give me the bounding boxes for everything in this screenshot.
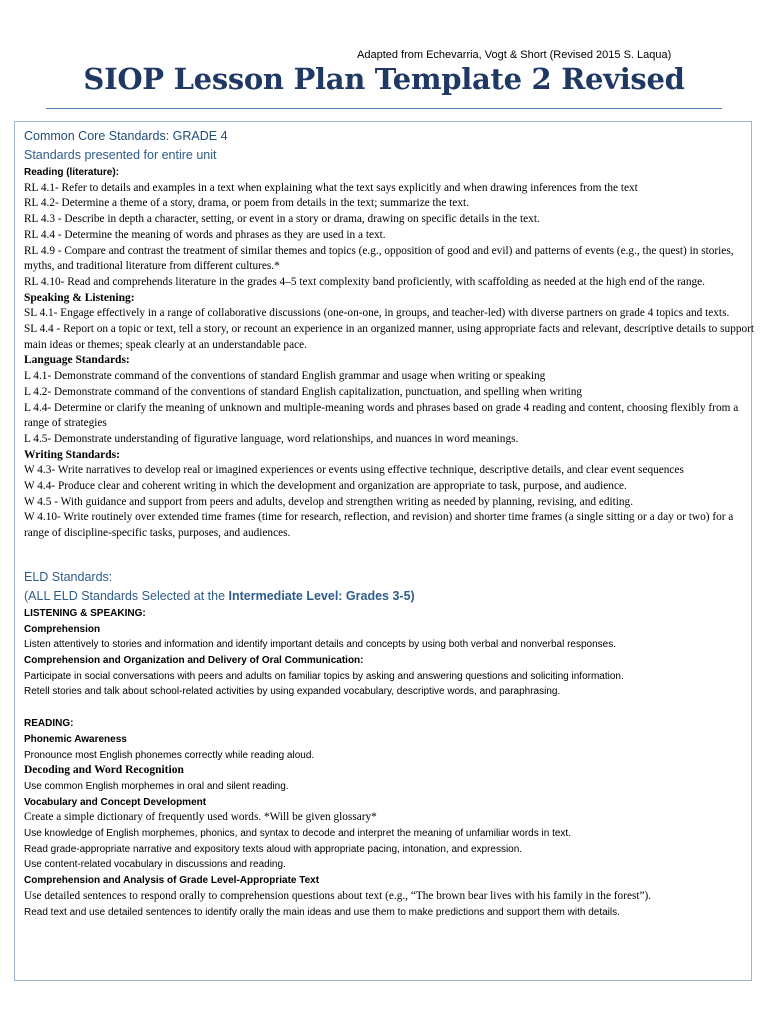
standard-line: L 4.1- Demonstrate command of the conventions of standard English grammar and usage when writing or speaking (24, 370, 546, 383)
comprehension-label: Comprehension (24, 623, 101, 635)
eld-line: Pronounce most English phonemes correctly while reading aloud. (24, 749, 315, 761)
standard-line: SL 4.1- Engage effectively in a range of collaborative discussions (one-on-one, in groups, and teacher-led) with diverse partners on grade 4 topics and texts. (24, 307, 730, 320)
vocab-label: Vocabulary and Concept Development (24, 796, 207, 808)
common-core-heading: Common Core Standards: GRADE 4 (24, 129, 228, 143)
eld-line: Use knowledge of English morphemes, phonics, and syntax to decode and interpret the meaning of unfamiliar words in text. (24, 828, 571, 840)
standard-line: W 4.3- Write narratives to develop real or imagined experiences or events using effective technique, descriptive details, and clear event sequences (24, 464, 684, 477)
eld-line: Create a simple dictionary of frequently used words. *Will be given glossary* (24, 811, 377, 824)
standard-line: W 4.4- Produce clear and coherent writing in which the development and organization are appropriate to task, purpose, and audience. (24, 480, 627, 493)
decoding-label: Decoding and Word Recognition (24, 764, 184, 777)
eld-line: Read grade-appropriate narrative and expository texts aloud with appropriate pacing, intonation, and expression. (24, 843, 523, 855)
eld-line: Use common English morphemes in oral and silent reading. (24, 780, 289, 792)
eld-subheading-level: Intermediate Level: Grades 3-5) (228, 588, 415, 603)
eld-line: Use detailed sentences to respond orally to comprehension questions about text (e.g., “The brown bear lives with his family in the forest”). (24, 889, 652, 902)
eld-line: Participate in social conversations with peers and adults on familiar topics by asking and answering questions and soliciting information. (24, 670, 624, 682)
reading-heading: READING: (24, 718, 74, 730)
standard-line: L 4.2- Demonstrate command of the conventions of standard English capitalization, punctuation, and spelling when writing (24, 385, 583, 398)
standard-line: RL 4.2- Determine a theme of a story, drama, or poem from details in the text; summarize the text. (24, 197, 469, 210)
standard-line: W 4.10- Write routinely over extended time frames (time for research, reflection, and revision) and shorter time frames (a single sitting or a day or two) for a range of discipline-specific tasks, purposes, and audiences. (24, 511, 734, 540)
section-spacer (24, 542, 756, 568)
eld-heading: ELD Standards: (24, 569, 113, 584)
title-divider (46, 108, 722, 109)
speaking-label: Speaking & Listening: (24, 291, 135, 304)
eld-line: Listen attentively to stories and information and identify important details and concepts by using both verbal and nonverbal responses. (24, 639, 617, 651)
eld-subheading (24, 587, 756, 606)
eld-line: Read text and use detailed sentences to identify orally the main ideas and use them to make predictions and support them with details. (24, 906, 620, 918)
language-label: Language Standards: (24, 354, 130, 367)
common-core-subheading: Standards presented for entire unit (24, 148, 217, 162)
standard-line: W 4.5 - With guidance and support from peers and adults, develop and strengthen writing as needed by planning, revising, and editing. (24, 495, 634, 508)
standard-line: L 4.5- Demonstrate understanding of figurative language, word relationships, and nuances in word meanings. (24, 432, 519, 445)
standards-content (24, 127, 756, 920)
source-credit: Adapted from Echevarria, Vogt & Short (Revised 2015 S. Laqua) (357, 49, 672, 61)
phonemic-label: Phonemic Awareness (24, 733, 127, 745)
comp-org-label: Comprehension and Organization and Delivery of Oral Communication: (24, 654, 364, 666)
standard-line: L 4.4- Determine or clarify the meaning of unknown and multiple-meaning words and phrases based on grade 4 reading and content, choosing flexibly from a range of strategies (24, 401, 739, 430)
analysis-label: Comprehension and Analysis of Grade Level-Appropriate Text (24, 875, 320, 887)
writing-label: Writing Standards: (24, 448, 120, 461)
eld-subheading-prefix: (ALL ELD Standards Selected at the (24, 588, 229, 603)
eld-line: Retell stories and talk about school-related activities by using expanded vocabulary, descriptive words, and paraphrasing. (24, 686, 561, 698)
standard-line: RL 4.3 - Describe in depth a character, setting, or event in a story or drama, drawing on specific details in the text. (24, 213, 540, 226)
eld-line: Use content-related vocabulary in discussions and reading. (24, 859, 286, 871)
reading-label: Reading (literature): (24, 167, 120, 178)
standard-line: SL 4.4 - Report on a topic or text, tell a story, or recount an experience in an organized manner, using appropriate facts and relevant, descriptive details to support main ideas or themes; speak clearly at an understandable pace. (24, 323, 755, 351)
standard-line: RL 4.4 - Determine the meaning of words and phrases as they are used in a text. (24, 228, 386, 241)
section-spacer (24, 700, 756, 716)
standard-line: RL 4.10- Read and comprehends literature in the grades 4–5 text complexity band proficiently, with scaffolding as needed at the high end of the range. (24, 275, 705, 288)
standard-line: RL 4.1- Refer to details and examples in a text when explaining what the text says explicitly and when drawing inferences from the text (24, 181, 638, 194)
listening-speaking-label: LISTENING & SPEAKING: (24, 607, 146, 619)
standard-line: RL 4.9 - Compare and contrast the treatment of similar themes and topics (e.g., opposition of good and evil) and patterns of events (e.g., the quest) in stories, myths, and traditional literature from different cultures.* (24, 244, 734, 273)
document-title: SIOP Lesson Plan Template 2 Revised (83, 62, 685, 96)
